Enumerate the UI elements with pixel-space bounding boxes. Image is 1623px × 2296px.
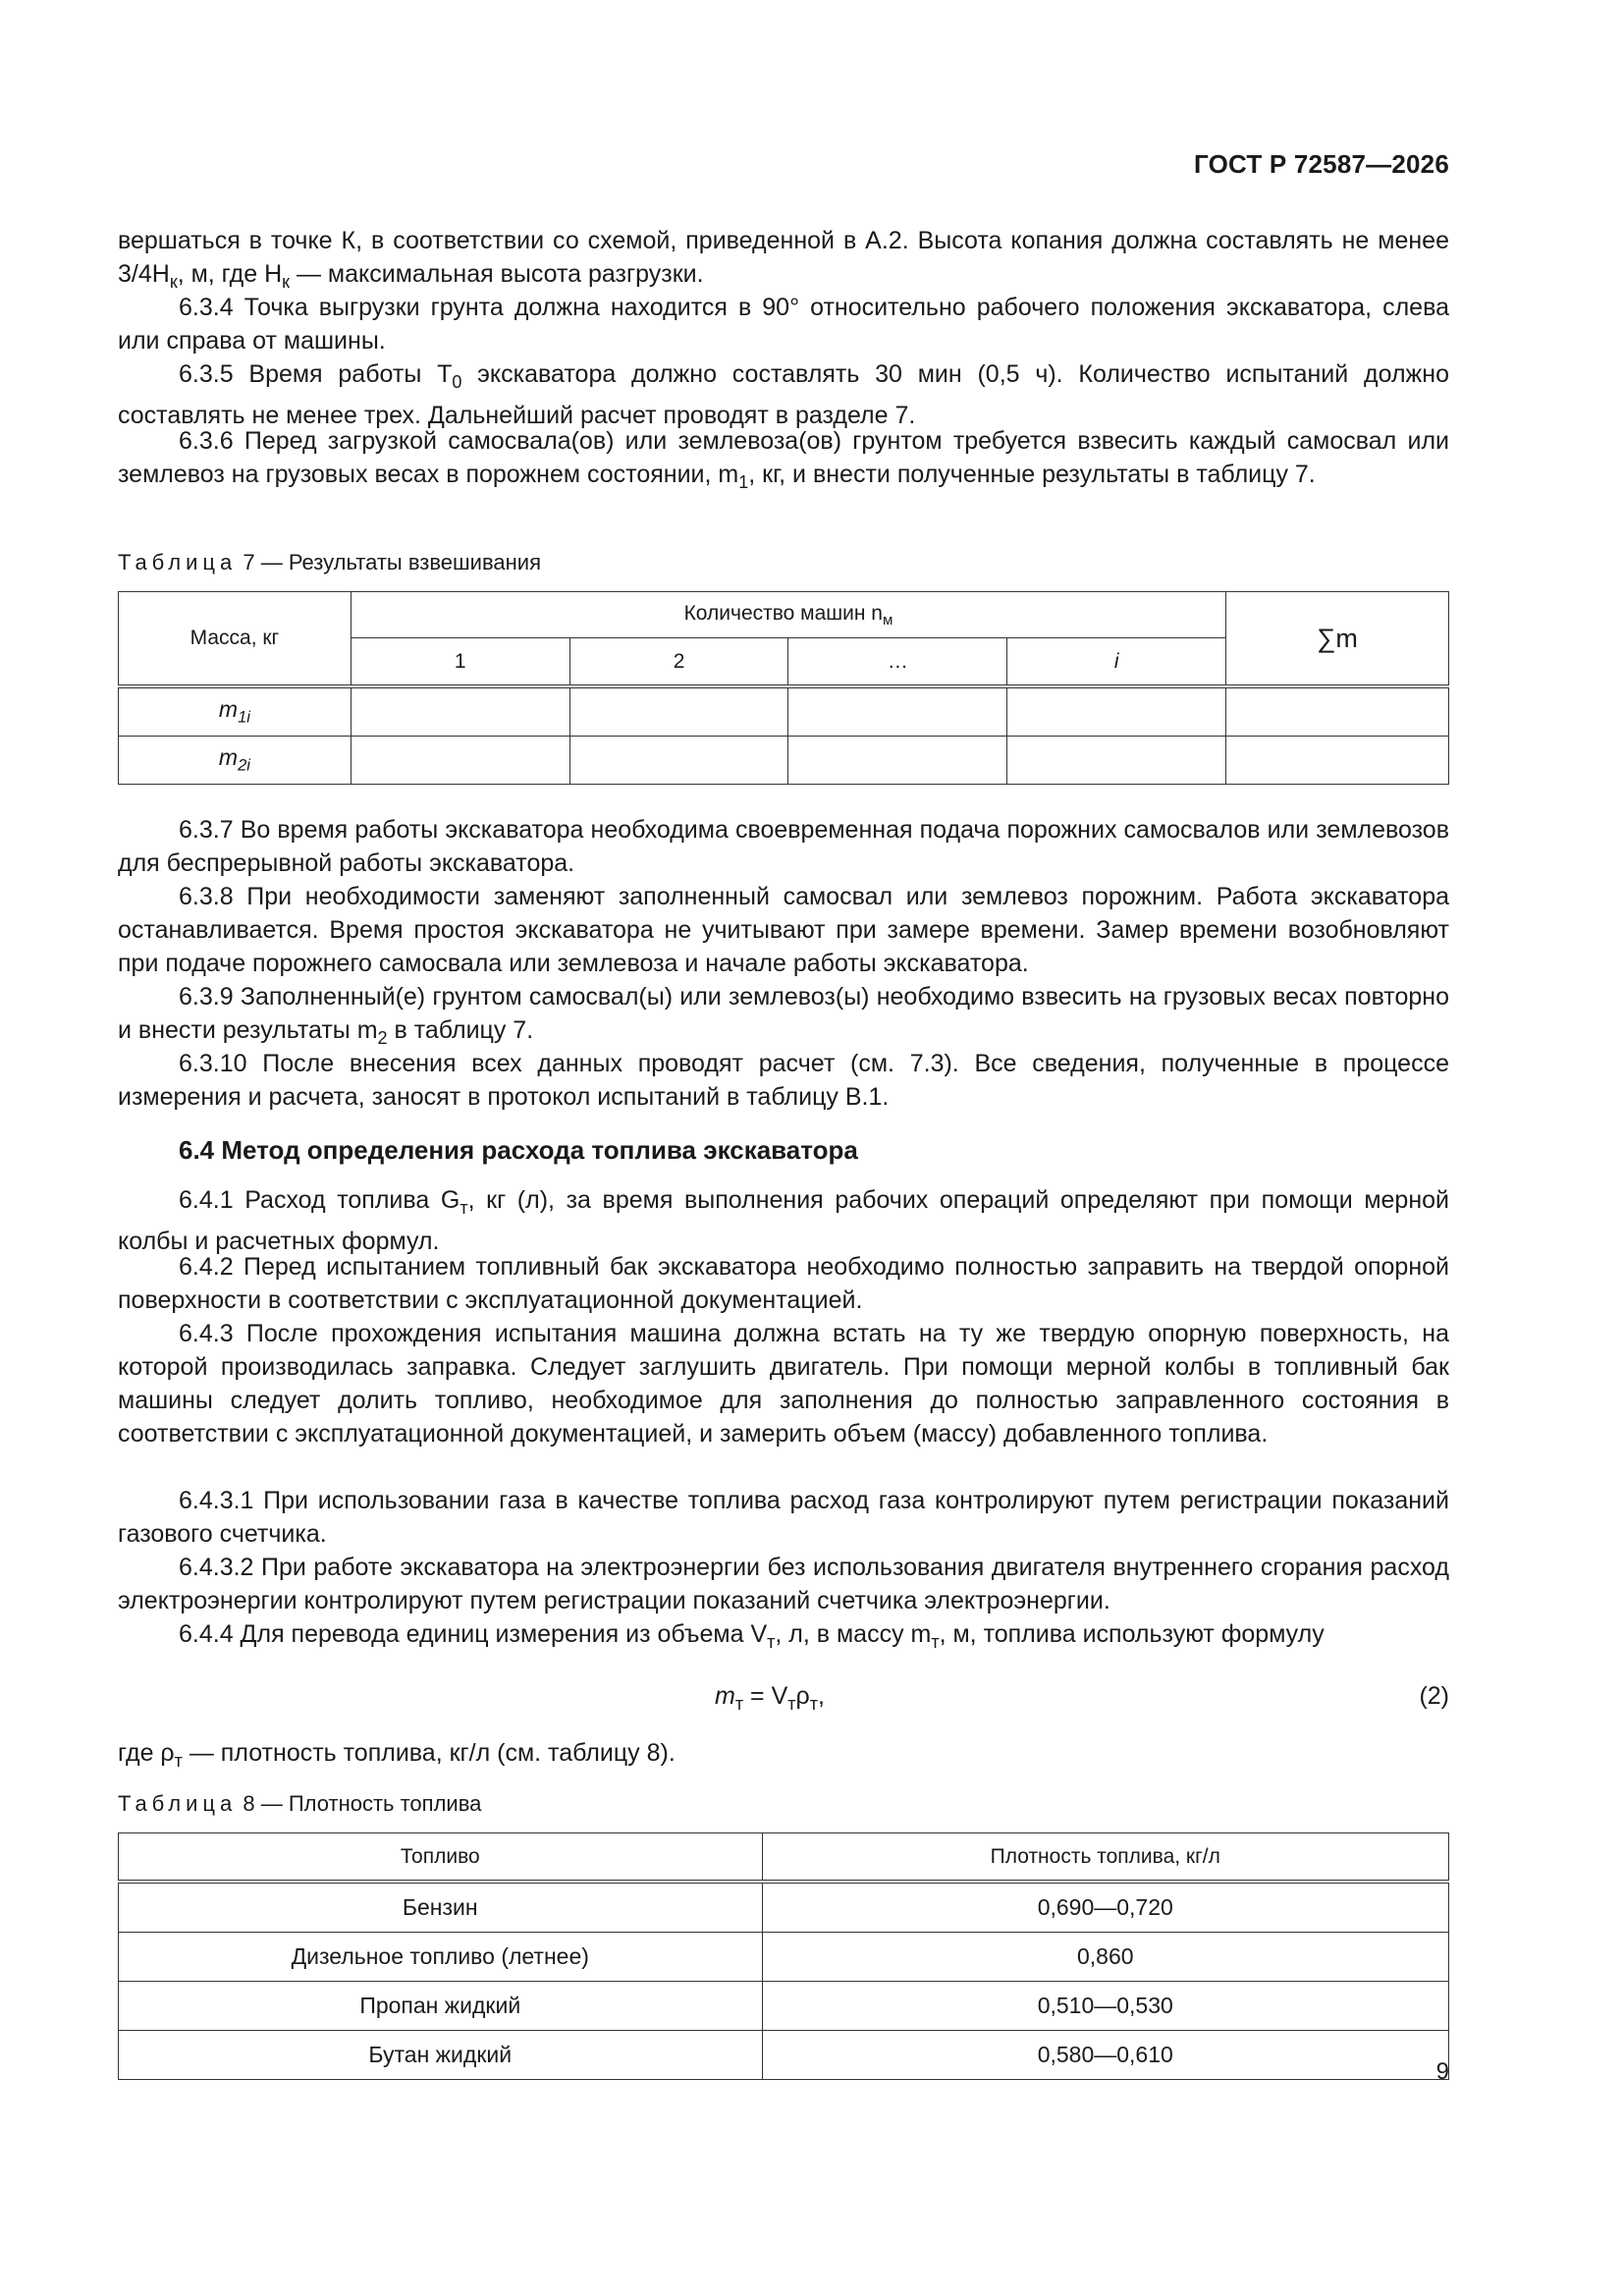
paragraph-6-4-3-2: 6.4.3.2 При работе экскаватора на электроэнергии без использования двигателя внутреннего сгорания расход электроэнергии контролируют путем регистрации показаний счетчика электроэнергии. xyxy=(118,1554,1449,1614)
table7-cell xyxy=(569,686,788,737)
table7-cell xyxy=(1007,737,1226,785)
table8-fuel: Пропан жидкий xyxy=(119,1982,763,2031)
formula-number: (2) xyxy=(1419,1682,1449,1710)
table8-density: 0,690—0,720 xyxy=(762,1882,1448,1933)
paragraph-6-3-4: 6.3.4 Точка выгрузки грунта должна находится в 90° относительно рабочего положения экскаватора, слева или справа от машины. xyxy=(118,294,1449,355)
table8-caption: Таблица 8 — Плотность топлива xyxy=(118,1791,482,1816)
paragraph-6-3-6: 6.3.6 Перед загрузкой самосвала(ов) или землевоза(ов) грунтом требуется взвесить каждый самосвал или землевоз на грузовых весах в порожнем состоянии, $m_1$, кг, и внести полученные результаты в таблицу 7. xyxy=(118,427,1449,492)
paragraph-6-3-7: 6.3.7 Во время работы экскаватора необходима своевременная подача порожних самосвалов или землевозов для беспрерывной работы экскаватора. xyxy=(118,816,1449,877)
table7-cell xyxy=(788,737,1007,785)
table7-row-label: $m_{2i}$ xyxy=(119,737,352,785)
paragraph-where: где $\rho_т$ — плотность топлива, кг/л (см. таблицу 8). xyxy=(118,1739,676,1771)
table7-header-count: Количество машин $n_м$ xyxy=(351,592,1225,638)
table8-fuel: Дизельное топливо (летнее) xyxy=(119,1933,763,1982)
table-row xyxy=(119,737,1449,785)
paragraph-6-3-9: 6.3.9 Заполненный(е) грунтом самосвал(ы) или землевоз(ы) необходимо взвесить на грузовых весах повторно и внести результаты $m_2$ в таблицу 7. xyxy=(118,983,1449,1048)
table8-density: 0,580—0,610 xyxy=(762,2031,1448,2080)
table-row xyxy=(119,2031,1449,2080)
document-page xyxy=(118,0,1449,2296)
section-heading-6-4: 6.4 Метод определения расхода топлива экскаватора xyxy=(179,1135,858,1165)
table7-cell xyxy=(788,686,1007,737)
table7-header-sum: ∑m xyxy=(1226,592,1449,687)
table7-row-label: $m_{1i}$ xyxy=(119,686,352,737)
document-header: ГОСТ Р 72587—2026 xyxy=(1194,149,1449,179)
table8-density: 0,510—0,530 xyxy=(762,1982,1448,2031)
paragraph-6-3-8: 6.3.8 При необходимости заменяют заполненный самосвал или землевоз порожним. Работа экскаватора останавливается. Время простоя экскаватора не учитывают при замере времени. Замер времени возобновляют при подаче порожнего самосвала или землевоза и начале работы экскаватора. xyxy=(118,883,1449,977)
table7-subheader: 1 xyxy=(351,638,569,686)
paragraph-6-3-5: 6.3.5 Время работы $T_0$ экскаватора должно составлять 30 мин (0,5 ч). Количество испытаний должно составлять не менее трех. Дальнейший расчет проводят в разделе 7. xyxy=(118,360,1449,429)
table8-fuel-density xyxy=(118,1832,1449,2080)
table7-subheader: 2 xyxy=(569,638,788,686)
paragraph-6-4-4: 6.4.4 Для перевода единиц измерения из объема $V_т$, л, в массу $m_т$, м, топлива используют формулу xyxy=(179,1620,1325,1652)
table7-cell xyxy=(351,737,569,785)
table7-cell xyxy=(351,686,569,737)
formula-expression: $m_т = V_т\rho_т$, xyxy=(715,1682,825,1714)
table-row xyxy=(119,1882,1449,1933)
table7-caption: Таблица 7 — Результаты взвешивания xyxy=(118,550,541,574)
table8-fuel: Бензин xyxy=(119,1882,763,1933)
table8-fuel: Бутан жидкий xyxy=(119,2031,763,2080)
table7-cell xyxy=(1226,737,1449,785)
table7-cell xyxy=(569,737,788,785)
paragraph-6-3-10: 6.3.10 После внесения всех данных проводят расчет (см. 7.3). Все сведения, полученные в процессе измерения и расчета, заносят в протокол испытаний в таблицу В.1. xyxy=(118,1050,1449,1111)
table8-header-fuel: Топливо xyxy=(119,1833,763,1883)
table7-cell xyxy=(1226,686,1449,737)
page-number: 9 xyxy=(1435,2058,1449,2085)
table-row xyxy=(119,1982,1449,2031)
paragraph-6-4-2: 6.4.2 Перед испытанием топливный бак экскаватора необходимо полностью заправить на твердой опорной поверхности в соответствии с эксплуатационной документацией. xyxy=(118,1253,1449,1314)
table8-header-density: Плотность топлива, кг/л xyxy=(762,1833,1448,1883)
table7-subheader: i xyxy=(1007,638,1226,686)
paragraph-6-4-1: 6.4.1 Расход топлива $G_т$, кг (л), за время выполнения рабочих операций определяют при помощи мерной колбы и расчетных формул. xyxy=(118,1186,1449,1255)
paragraph-6-4-3-1: 6.4.3.1 При использовании газа в качестве топлива расход газа контролируют путем регистрации показаний газового счетчика. xyxy=(118,1487,1449,1548)
paragraph-continuation: вершаться в точке К, в соответствии со схемой, приведенной в А.2. Высота копания должна составлять не менее $3/4H_к$, м, где $H_к$ — максимальная высота разгрузки. xyxy=(118,227,1449,292)
table-row xyxy=(119,686,1449,737)
table7-header-mass: Масса, кг xyxy=(119,592,352,687)
table7-weighing-results xyxy=(118,591,1449,785)
table7-cell xyxy=(1007,686,1226,737)
table8-density: 0,860 xyxy=(762,1933,1448,1982)
table-row xyxy=(119,1933,1449,1982)
table7-subheader: … xyxy=(788,638,1007,686)
paragraph-6-4-3: 6.4.3 После прохождения испытания машина должна встать на ту же твердую опорную поверхность, на которой производилась заправка. Следует заглушить двигатель. При помощи мерной колбы в топливный бак машины следует долить топливо, необходимое для заполнения до полностью заправленного состояния в соответствии с эксплуатационной документацией, и замерить объем (массу) добавленного топлива. xyxy=(118,1320,1449,1448)
